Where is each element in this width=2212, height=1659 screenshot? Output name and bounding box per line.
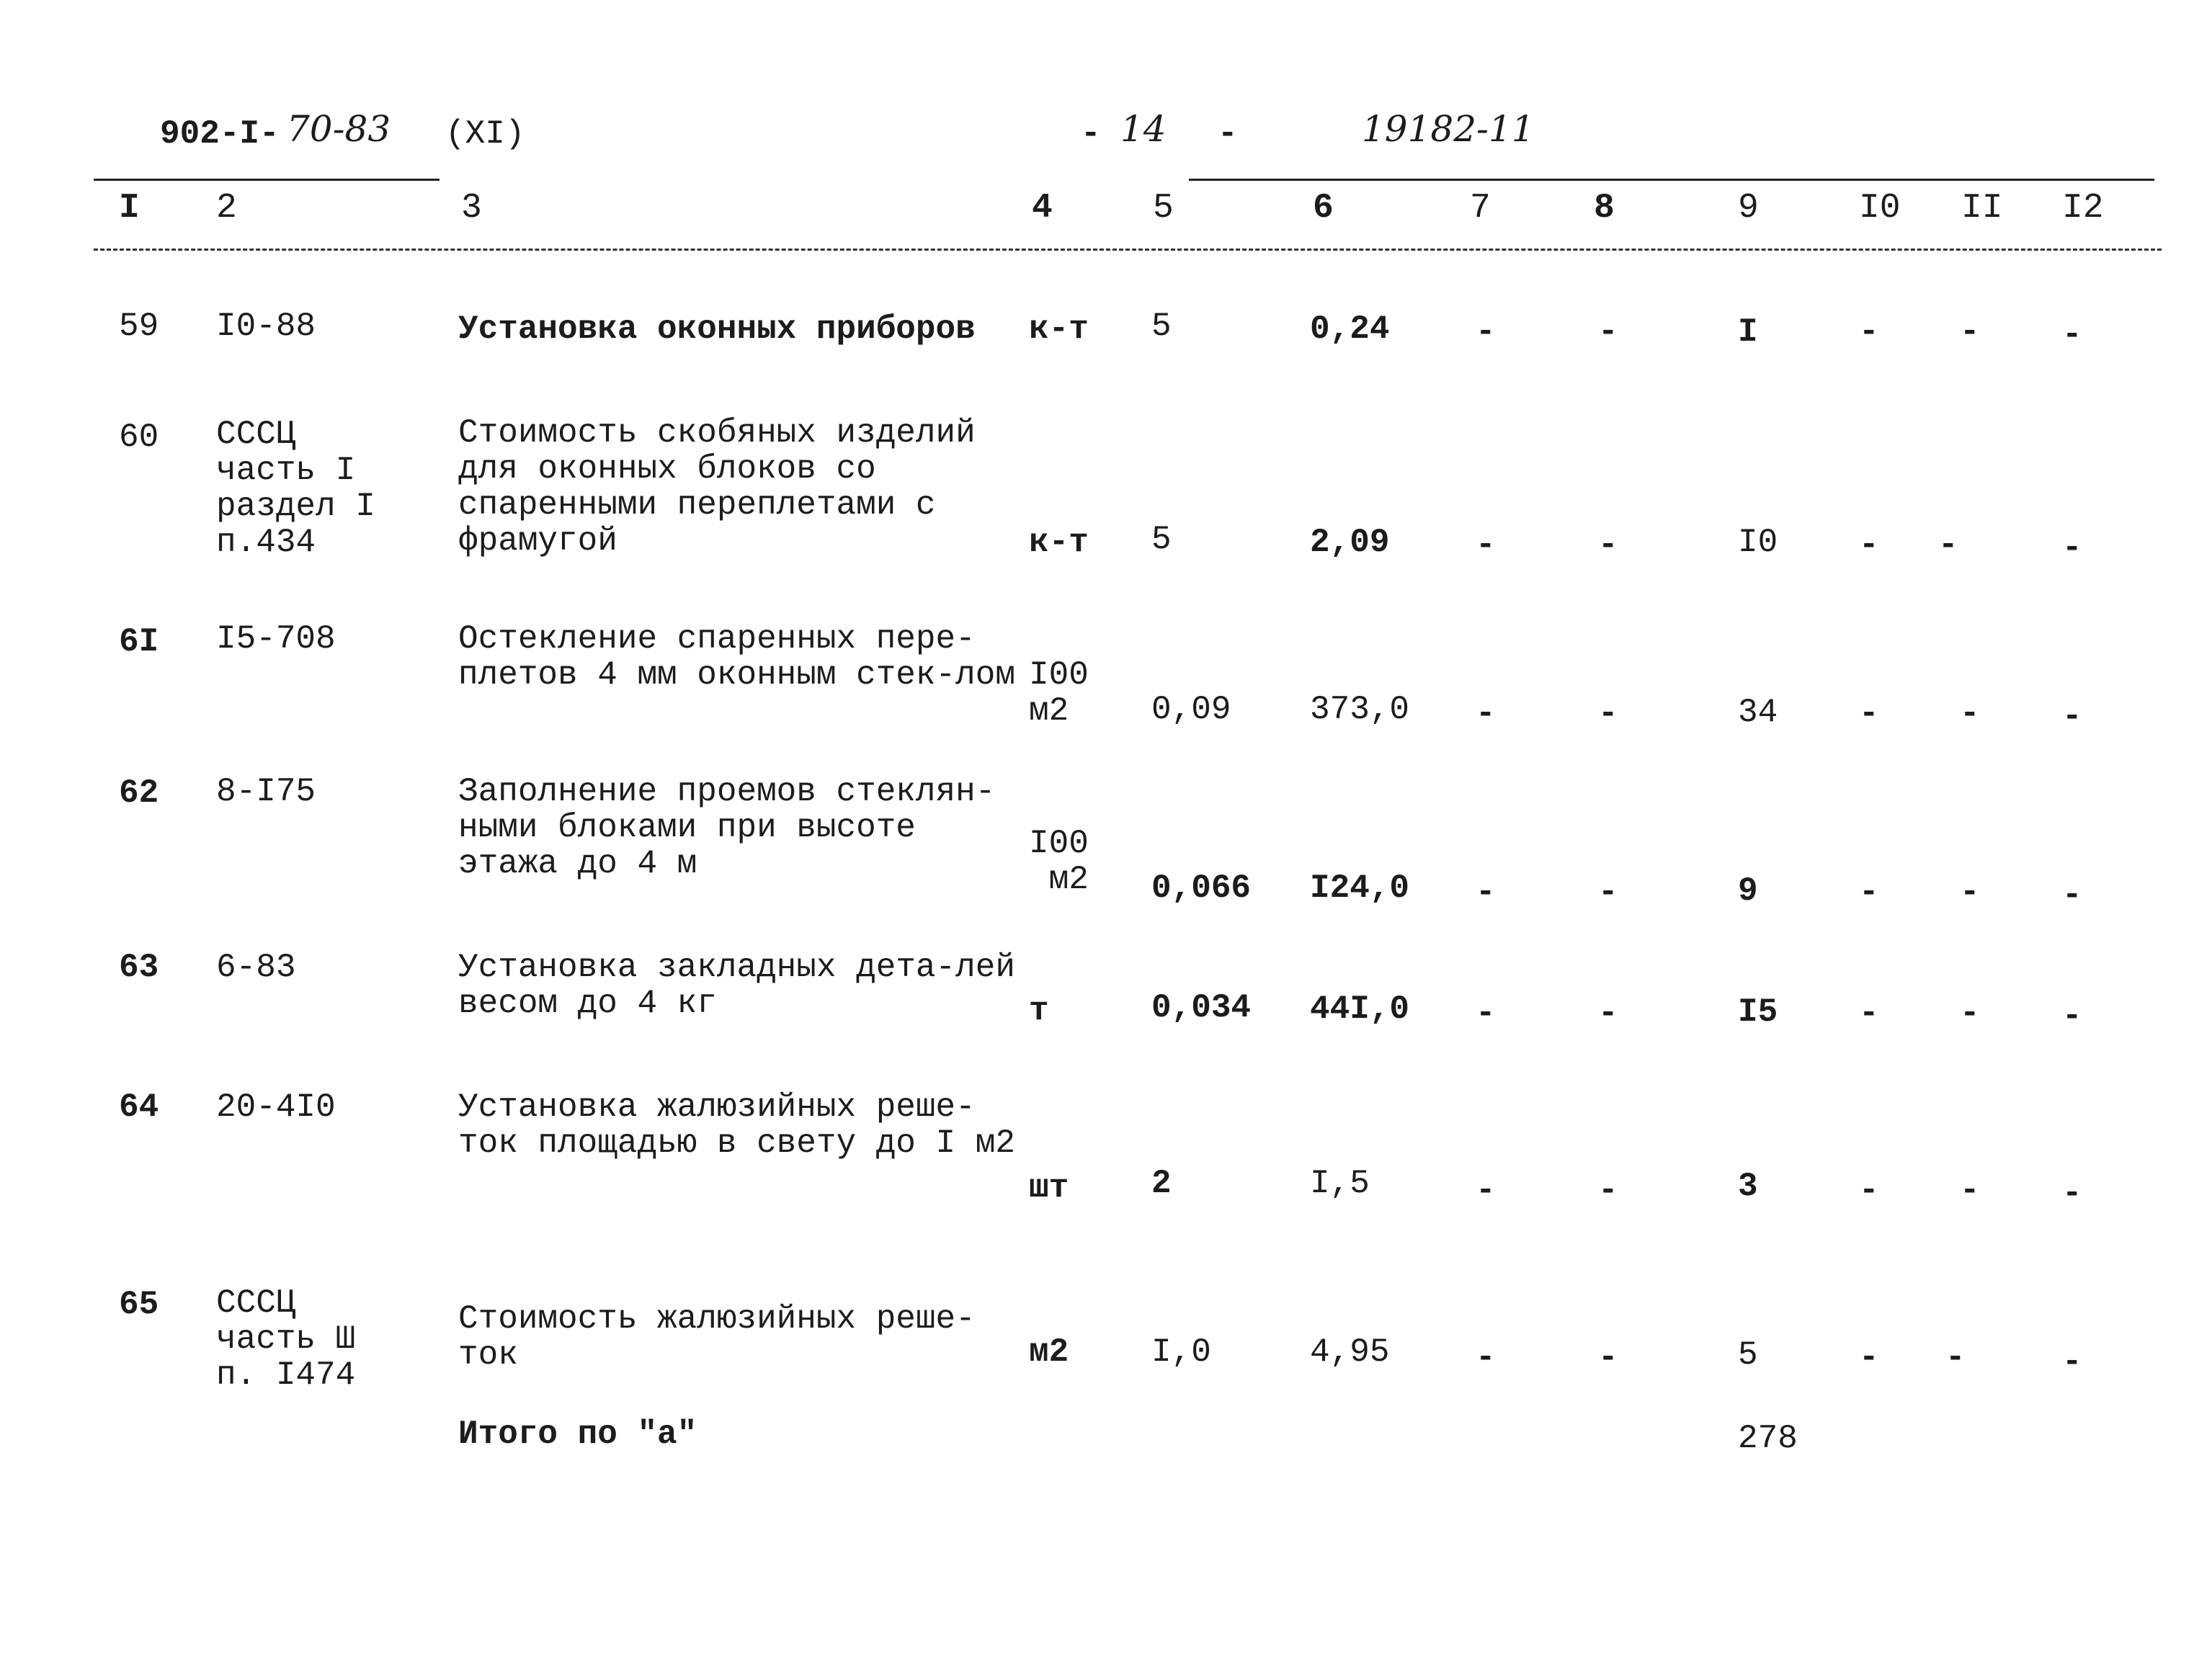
page-dash-left: - xyxy=(1081,115,1101,153)
col8-value: - xyxy=(1598,1172,1618,1209)
page-number: 14 xyxy=(1120,108,1167,150)
col8-value: - xyxy=(1598,1339,1618,1377)
total-label: Итого по "а" xyxy=(458,1416,697,1453)
col12-value: - xyxy=(2062,698,2082,735)
col7-value: - xyxy=(1476,527,1496,564)
archive-number: 19182-11 xyxy=(1362,108,1535,150)
col10-value: - xyxy=(1859,1339,1879,1377)
quantity: 0,034 xyxy=(1151,989,1252,1027)
col-header-6: 6 xyxy=(1313,189,1334,228)
norm-code: I0-88 xyxy=(216,308,316,345)
col12-value: - xyxy=(2062,316,2082,354)
col7-value: - xyxy=(1476,695,1496,733)
unit-price: 0,24 xyxy=(1310,310,1390,348)
quantity: 2 xyxy=(1151,1165,1172,1202)
row-number: 65 xyxy=(119,1286,159,1323)
work-description: Установка оконных приборов xyxy=(458,310,976,348)
norm-code: 6-83 xyxy=(216,949,296,986)
unit: шт xyxy=(1029,1169,1069,1207)
col-header-5: 5 xyxy=(1153,189,1174,228)
col8-value: - xyxy=(1598,995,1618,1032)
quantity: 5 xyxy=(1151,308,1172,345)
col9-value: 5 xyxy=(1738,1336,1758,1374)
norm-code: СССЦ часть I раздел I п.434 xyxy=(216,416,375,561)
col10-value: - xyxy=(1859,527,1879,564)
work-description: Заполнение проемов стеклян-ными блоками при высоте этажа до 4 м xyxy=(458,773,996,882)
page-dash-right: - xyxy=(1218,115,1238,153)
unit-price: I24,0 xyxy=(1310,869,1410,907)
row-number: 62 xyxy=(119,774,159,812)
col-header-10: I0 xyxy=(1859,189,1901,228)
col11-value: - xyxy=(1960,995,1980,1032)
col11-value: - xyxy=(1938,527,1958,564)
col11-value: - xyxy=(1960,695,1980,733)
doc-code-handwritten: 70-83 xyxy=(287,108,391,150)
col-header-2: 2 xyxy=(216,189,237,228)
unit-price: I,5 xyxy=(1310,1165,1370,1202)
unit-price: 44I,0 xyxy=(1310,991,1410,1028)
col-header-8: 8 xyxy=(1594,189,1615,228)
row-number: 59 xyxy=(119,308,159,345)
col-header-12: I2 xyxy=(2062,189,2104,228)
norm-code: СССЦ часть Ш п. I474 xyxy=(216,1284,356,1394)
norm-code: 8-I75 xyxy=(216,773,316,810)
col12-value: - xyxy=(2062,877,2082,914)
col9-value: I xyxy=(1738,313,1758,351)
row-number: 60 xyxy=(119,419,159,456)
col9-value: 3 xyxy=(1738,1168,1758,1205)
col7-value: - xyxy=(1476,1339,1496,1377)
total-value: 278 xyxy=(1738,1420,1798,1457)
col8-value: - xyxy=(1598,695,1618,733)
col7-value: - xyxy=(1476,313,1496,351)
norm-code: I5-708 xyxy=(216,620,336,658)
work-description: Стоимость скобяных изделий для оконных блоков со спаренными переплетами с фрамугой xyxy=(458,414,976,560)
col12-value: - xyxy=(2062,1343,2082,1381)
unit-price: 373,0 xyxy=(1310,691,1410,728)
col8-value: - xyxy=(1598,874,1618,911)
col-header-1: I xyxy=(119,189,140,228)
col12-value: - xyxy=(2062,529,2082,567)
work-description: Установка жалюзийных реше-ток площадью в свету до I м2 xyxy=(458,1088,1015,1162)
col9-value: I5 xyxy=(1738,993,1778,1031)
doc-code: 902-I- xyxy=(160,115,280,153)
unit: м2 xyxy=(1029,1333,1069,1371)
col10-value: - xyxy=(1859,995,1879,1032)
col9-value: 9 xyxy=(1738,872,1758,910)
col-header-11: II xyxy=(1961,189,2003,228)
unit-price: 2,09 xyxy=(1310,524,1390,561)
header-rule xyxy=(94,249,2162,251)
col-header-7: 7 xyxy=(1470,189,1491,228)
norm-code: 20-4I0 xyxy=(216,1088,336,1126)
col8-value: - xyxy=(1598,313,1618,351)
col11-value: - xyxy=(1960,874,1980,911)
work-description: Остекление спаренных пере-плетов 4 мм оконным стек-лом xyxy=(458,620,1015,694)
quantity: 0,09 xyxy=(1151,691,1231,728)
unit: к-т xyxy=(1029,524,1089,561)
section-label: (XI) xyxy=(445,115,525,153)
unit: I00 м2 xyxy=(1029,656,1089,730)
top-rule-right xyxy=(1189,179,2154,181)
col11-value: - xyxy=(1960,313,1980,351)
col7-value: - xyxy=(1476,874,1496,911)
col-header-4: 4 xyxy=(1032,189,1053,228)
col10-value: - xyxy=(1859,1172,1879,1209)
col9-value: I0 xyxy=(1738,524,1778,561)
work-description: Стоимость жалюзийных реше-ток xyxy=(458,1300,976,1374)
col10-value: - xyxy=(1859,313,1879,351)
col7-value: - xyxy=(1476,995,1496,1032)
col10-value: - xyxy=(1859,874,1879,911)
unit: т xyxy=(1029,992,1049,1029)
quantity: 5 xyxy=(1151,521,1172,558)
col-header-9: 9 xyxy=(1738,189,1759,228)
unit-price: 4,95 xyxy=(1310,1333,1390,1371)
unit: к-т xyxy=(1029,310,1089,348)
col12-value: - xyxy=(2062,1175,2082,1212)
col12-value: - xyxy=(2062,998,2082,1035)
col7-value: - xyxy=(1476,1172,1496,1209)
col11-value: - xyxy=(1945,1339,1966,1377)
row-number: 6I xyxy=(119,623,159,661)
unit: I00 м2 xyxy=(1029,825,1089,898)
col8-value: - xyxy=(1598,527,1618,564)
row-number: 63 xyxy=(119,949,159,986)
row-number: 64 xyxy=(119,1088,159,1126)
col11-value: - xyxy=(1960,1172,1980,1209)
top-rule-left xyxy=(94,179,440,181)
work-description: Установка закладных дета-лей весом до 4 кг xyxy=(458,949,1015,1022)
col-header-3: 3 xyxy=(461,189,482,228)
col9-value: 34 xyxy=(1738,694,1778,731)
quantity: 0,066 xyxy=(1151,869,1252,907)
col10-value: - xyxy=(1859,695,1879,733)
quantity: I,0 xyxy=(1151,1333,1211,1371)
